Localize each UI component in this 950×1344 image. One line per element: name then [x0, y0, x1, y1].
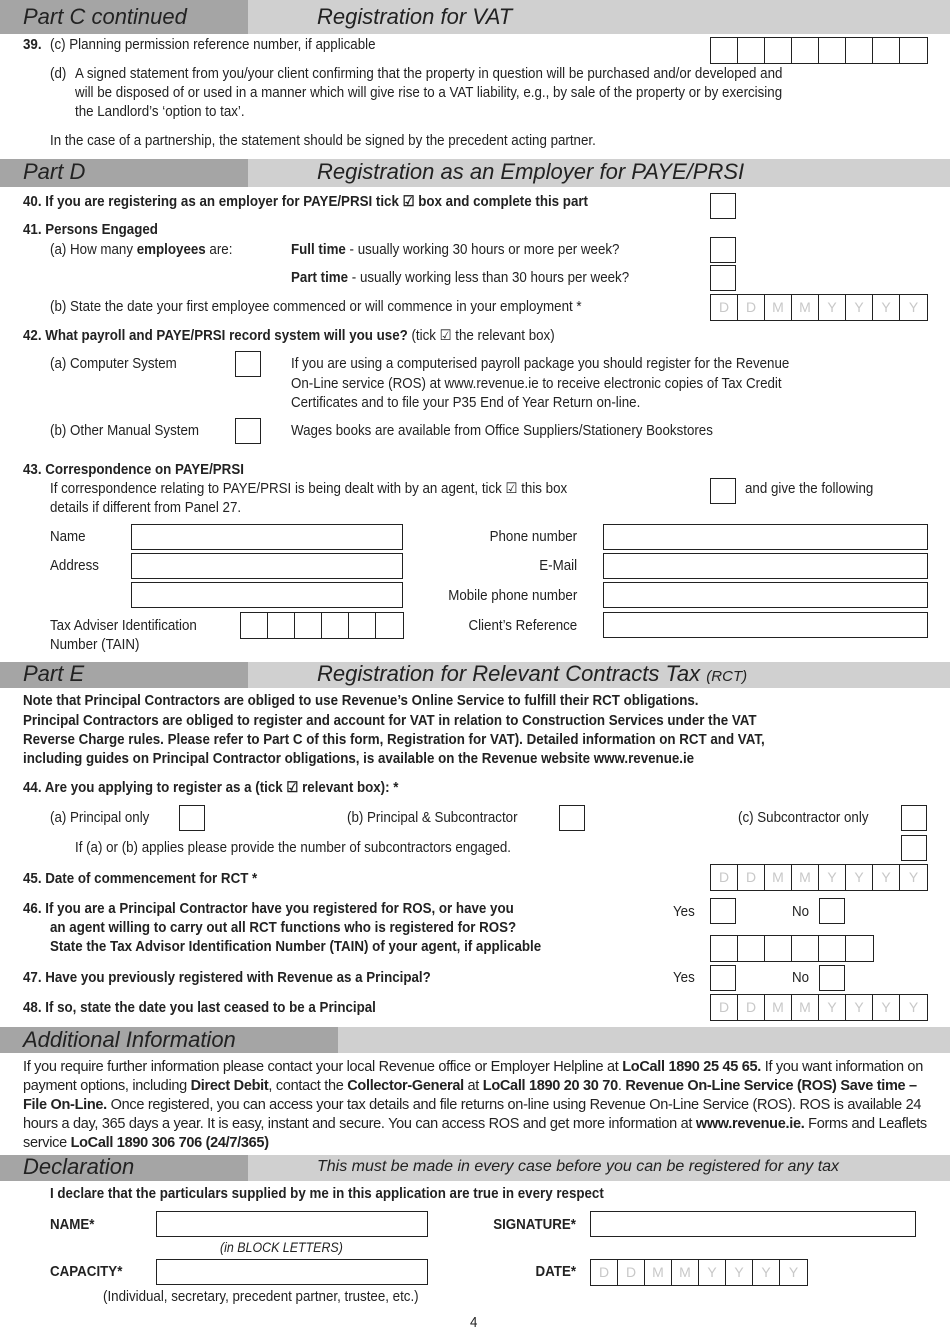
date-cell[interactable]: M: [765, 995, 792, 1020]
rct-commencement-date[interactable]: [710, 864, 928, 891]
principal-subcontractor-checkbox[interactable]: [559, 805, 585, 831]
date-cell[interactable]: Y: [846, 995, 873, 1020]
date-cell[interactable]: D: [738, 295, 765, 320]
char-cell[interactable]: [268, 613, 295, 638]
date-cell[interactable]: Y: [908, 869, 919, 885]
char-cell[interactable]: [819, 936, 846, 961]
principal-subcontractor-label: (b) Principal & Subcontractor: [347, 810, 518, 826]
char-cell[interactable]: [295, 613, 322, 638]
char-cell[interactable]: [738, 38, 765, 63]
date-cell[interactable]: M: [765, 865, 792, 890]
date-cell[interactable]: Y: [753, 1260, 780, 1285]
q39-number: 39.: [23, 37, 42, 53]
q47-label: 47. Have you previously registered with Revenue as a Principal?: [23, 970, 431, 986]
first-employee-date[interactable]: [710, 294, 928, 321]
date-cell[interactable]: M: [765, 295, 792, 320]
computer-system-checkbox[interactable]: [235, 351, 261, 377]
manual-system-label: (b) Other Manual System: [50, 423, 200, 439]
no-label: No: [792, 904, 810, 920]
part-label: Part D: [23, 159, 86, 184]
char-cell[interactable]: [322, 613, 349, 638]
ros-info: Certificates and to file your P35 End of Year Return on-line.: [291, 395, 641, 411]
section-title: Declaration: [23, 1154, 135, 1179]
email-label: E-Mail: [539, 558, 577, 574]
date-cell[interactable]: D: [711, 865, 738, 890]
char-cell[interactable]: [376, 613, 403, 638]
char-cell[interactable]: [819, 38, 846, 63]
date-cell[interactable]: Y: [846, 295, 873, 320]
mobile-input[interactable]: [603, 582, 928, 608]
char-cell[interactable]: [711, 38, 738, 63]
agent-name-input[interactable]: [131, 524, 403, 550]
manual-system-checkbox[interactable]: [235, 418, 261, 444]
agent-name-label: Name: [50, 529, 86, 545]
part-d-header: [0, 159, 950, 187]
char-cell[interactable]: [846, 38, 873, 63]
char-cell[interactable]: [765, 936, 792, 961]
date-cell[interactable]: M: [672, 1260, 699, 1285]
char-cell[interactable]: [738, 936, 765, 961]
date-cell[interactable]: M: [792, 995, 819, 1020]
date-cell[interactable]: D: [738, 865, 765, 890]
char-cell[interactable]: [765, 38, 792, 63]
subcontractor-count-label: If (a) or (b) applies please provide the number of subcontractors engaged.: [75, 840, 512, 856]
char-cell[interactable]: [792, 936, 819, 961]
q39d-text: will be disposed of or used in a manner which will give rise to a VAT liability, e.g., by sale of the property or by exercising: [75, 85, 783, 101]
date-cell[interactable]: Y: [873, 995, 900, 1020]
ros-info: If you are using a computerised payroll package you should register for the Revenue: [291, 356, 790, 372]
q46-label: State the Tax Advisor Identification Number (TAIN) of your agent, if applicable: [50, 939, 542, 955]
planning-reference-boxes[interactable]: [710, 37, 928, 64]
name-label: NAME*: [50, 1217, 95, 1233]
date-cell[interactable]: Y: [819, 295, 846, 320]
char-cell[interactable]: [711, 936, 738, 961]
date-cell[interactable]: Y: [846, 865, 873, 890]
date-cell[interactable]: Y: [726, 1260, 753, 1285]
date-cell[interactable]: Y: [699, 1260, 726, 1285]
date-cell[interactable]: D: [591, 1260, 618, 1285]
q48-label: 48. If so, state the date you last ceased to be a Principal: [23, 1000, 376, 1016]
q41a-label: (a) How many employees are:: [50, 242, 233, 258]
additional-info-header: [0, 1027, 950, 1053]
q43-label: 43. Correspondence on PAYE/PRSI: [23, 462, 244, 478]
date-cell[interactable]: Y: [788, 1264, 799, 1280]
tain-label: Number (TAIN): [50, 637, 140, 653]
rct-note: Note that Principal Contractors are obliged to use Revenue’s Online Service to fulfill their RCT obligations.: [23, 693, 699, 709]
ros-info: On-Line service (ROS) at www.revenue.ie to receive electronic copies of Tax Credit: [291, 376, 782, 392]
date-cell[interactable]: Y: [908, 299, 919, 315]
capacity-label: CAPACITY*: [50, 1264, 123, 1280]
rct-note: Reverse Charge rules. Please refer to Part C of this form, Registration for VAT). Detailed information on RCT and VAT,: [23, 732, 765, 748]
date-cell[interactable]: Y: [819, 865, 846, 890]
agent-address-label: Address: [50, 558, 99, 574]
capacity-input[interactable]: [156, 1259, 428, 1285]
declaration-date[interactable]: [590, 1259, 808, 1286]
date-cell[interactable]: M: [645, 1260, 672, 1285]
q46-label: 46. If you are a Principal Contractor have you registered for ROS, or have you: [23, 901, 514, 917]
declarant-name-input[interactable]: [156, 1211, 428, 1237]
capacity-hint: (Individual, secretary, precedent partner, trustee, etc.): [103, 1289, 419, 1305]
q39d-label: (d): [50, 66, 67, 82]
date-cell[interactable]: D: [738, 995, 765, 1020]
client-ref-input[interactable]: [603, 612, 928, 638]
q43-text: If correspondence relating to PAYE/PRSI is being dealt with by an agent, tick ☑ this box: [50, 481, 568, 497]
char-cell[interactable]: [349, 613, 376, 638]
q47-no-checkbox[interactable]: [819, 965, 845, 991]
q47-yes-checkbox[interactable]: [710, 965, 736, 991]
mobile-label: Mobile phone number: [447, 588, 577, 604]
subcontractor-count-box[interactable]: [901, 835, 927, 861]
principal-only-label: (a) Principal only: [50, 810, 150, 826]
date-cell[interactable]: Y: [873, 865, 900, 890]
agent-address-input-2[interactable]: [131, 582, 403, 608]
part-e-header: [0, 662, 950, 688]
q39c-label: (c) Planning permission reference number, if applicable: [50, 37, 376, 53]
q40-label: 40. If you are registering as an employer for PAYE/PRSI tick ☑ box and complete this part: [23, 194, 589, 210]
agent-address-input-1[interactable]: [131, 553, 403, 579]
client-ref-label: Client’s Reference: [468, 618, 577, 634]
part-label: Part E: [23, 661, 85, 686]
part-title: Registration for Relevant Contracts Tax (RCT): [317, 661, 748, 686]
char-cell[interactable]: [241, 613, 268, 638]
signature-label: SIGNATURE*: [493, 1217, 576, 1233]
q46-no-checkbox[interactable]: [819, 898, 845, 924]
part-time-label: Part time - usually working less than 30 hours per week?: [291, 270, 630, 286]
tain-label: Tax Adviser Identification: [50, 618, 197, 634]
part-time-count-box[interactable]: [710, 265, 736, 291]
declaration-statement: I declare that the particulars supplied by me in this application are true in every respect: [50, 1186, 604, 1202]
date-cell[interactable]: M: [792, 865, 819, 890]
date-label: DATE*: [535, 1264, 576, 1280]
full-time-count-box[interactable]: [710, 237, 736, 263]
partnership-note: In the case of a partnership, the statement should be signed by the precedent acting partner.: [50, 133, 596, 149]
subcontractor-only-checkbox[interactable]: [901, 805, 927, 831]
employer-register-checkbox[interactable]: [710, 193, 736, 219]
principal-only-checkbox[interactable]: [179, 805, 205, 831]
date-cell[interactable]: D: [711, 995, 738, 1020]
part-title: Registration for VAT: [317, 4, 513, 29]
q43-text: and give the following: [745, 481, 874, 497]
part-c-header: [0, 0, 950, 34]
wages-books-info: Wages books are available from Office Suppliers/Stationery Bookstores: [291, 423, 713, 439]
q41b-label: (b) State the date your first employee commenced or will commence in your employment *: [50, 299, 582, 315]
agent-tain-boxes[interactable]: [240, 612, 404, 639]
block-letters-hint: (in BLOCK LETTERS): [220, 1240, 343, 1255]
char-cell[interactable]: [900, 38, 927, 63]
q39d-text: A signed statement from you/your client confirming that the property in question will be purchased and/or developed and: [75, 66, 783, 82]
signature-input[interactable]: [590, 1211, 916, 1237]
q46-label: an agent willing to carry out all RCT functions who is registered for ROS?: [50, 920, 517, 936]
q46-yes-checkbox[interactable]: [710, 898, 736, 924]
agent-tain-rct-boxes[interactable]: [710, 935, 874, 962]
date-cell[interactable]: M: [792, 295, 819, 320]
q43-text: details if different from Panel 27.: [50, 500, 242, 516]
rct-note: Principal Contractors are obliged to register and account for VAT in relation to Construction Services under the VAT: [23, 713, 757, 729]
q41-label: 41. Persons Engaged: [23, 222, 158, 238]
section-title: Additional Information: [23, 1027, 236, 1052]
q45-label: 45. Date of commencement for RCT *: [23, 871, 258, 887]
ceased-principal-date[interactable]: [710, 994, 928, 1021]
date-cell[interactable]: D: [711, 295, 738, 320]
yes-label: Yes: [673, 904, 695, 920]
email-input[interactable]: [603, 553, 928, 579]
declaration-header: [0, 1155, 950, 1181]
date-cell[interactable]: Y: [908, 999, 919, 1015]
date-cell[interactable]: Y: [819, 995, 846, 1020]
yes-label: Yes: [673, 970, 695, 986]
section-subtitle: This must be made in every case before you can be registered for any tax: [317, 1158, 840, 1175]
date-cell[interactable]: Y: [873, 295, 900, 320]
part-title: Registration as an Employer for PAYE/PRSI: [317, 159, 745, 184]
agent-checkbox[interactable]: [710, 478, 736, 504]
full-time-label: Full time - usually working 30 hours or more per week?: [291, 242, 620, 258]
q39d-text: the Landlord’s ‘option to tax’.: [75, 104, 245, 120]
additional-info-text: If you require further information please contact your local Revenue office or Employer Helpline at LoCall 1890 25 45 65. If you want information on payment options, including Direct Debit, contact the Collector-General at LoCall 1890 20 30 70. Revenue On-Line Service (ROS) Save time – File On-Line. Once registered, you can access your tax details and file returns on-line using Revenue On-Line Service (ROS). ROS is available 24 hours a day, 365 days a year. It is easy, instant and secure. You can access ROS and get more information at www.revenue.ie. Forms and Leaflets service LoCall 1890 306 706 (24/7/365): [23, 1059, 927, 1151]
rct-note: including guides on Principal Contractor obligations, is available on the Revenue website www.revenue.ie: [23, 751, 695, 767]
char-cell[interactable]: [792, 38, 819, 63]
no-label: No: [792, 970, 810, 986]
phone-input[interactable]: [603, 524, 928, 550]
computer-system-label: (a) Computer System: [50, 356, 177, 372]
phone-label: Phone number: [489, 529, 577, 545]
char-cell[interactable]: [846, 936, 873, 961]
date-cell[interactable]: D: [618, 1260, 645, 1285]
page-number: 4: [470, 1315, 478, 1331]
part-label: Part C continued: [23, 4, 187, 29]
char-cell[interactable]: [873, 38, 900, 63]
q44-label: 44. Are you applying to register as a (tick ☑ relevant box): *: [23, 780, 399, 796]
subcontractor-only-label: (c) Subcontractor only: [738, 810, 869, 826]
q42-label: 42. What payroll and PAYE/PRSI record system will you use? (tick ☑ the relevant box): [23, 328, 555, 344]
